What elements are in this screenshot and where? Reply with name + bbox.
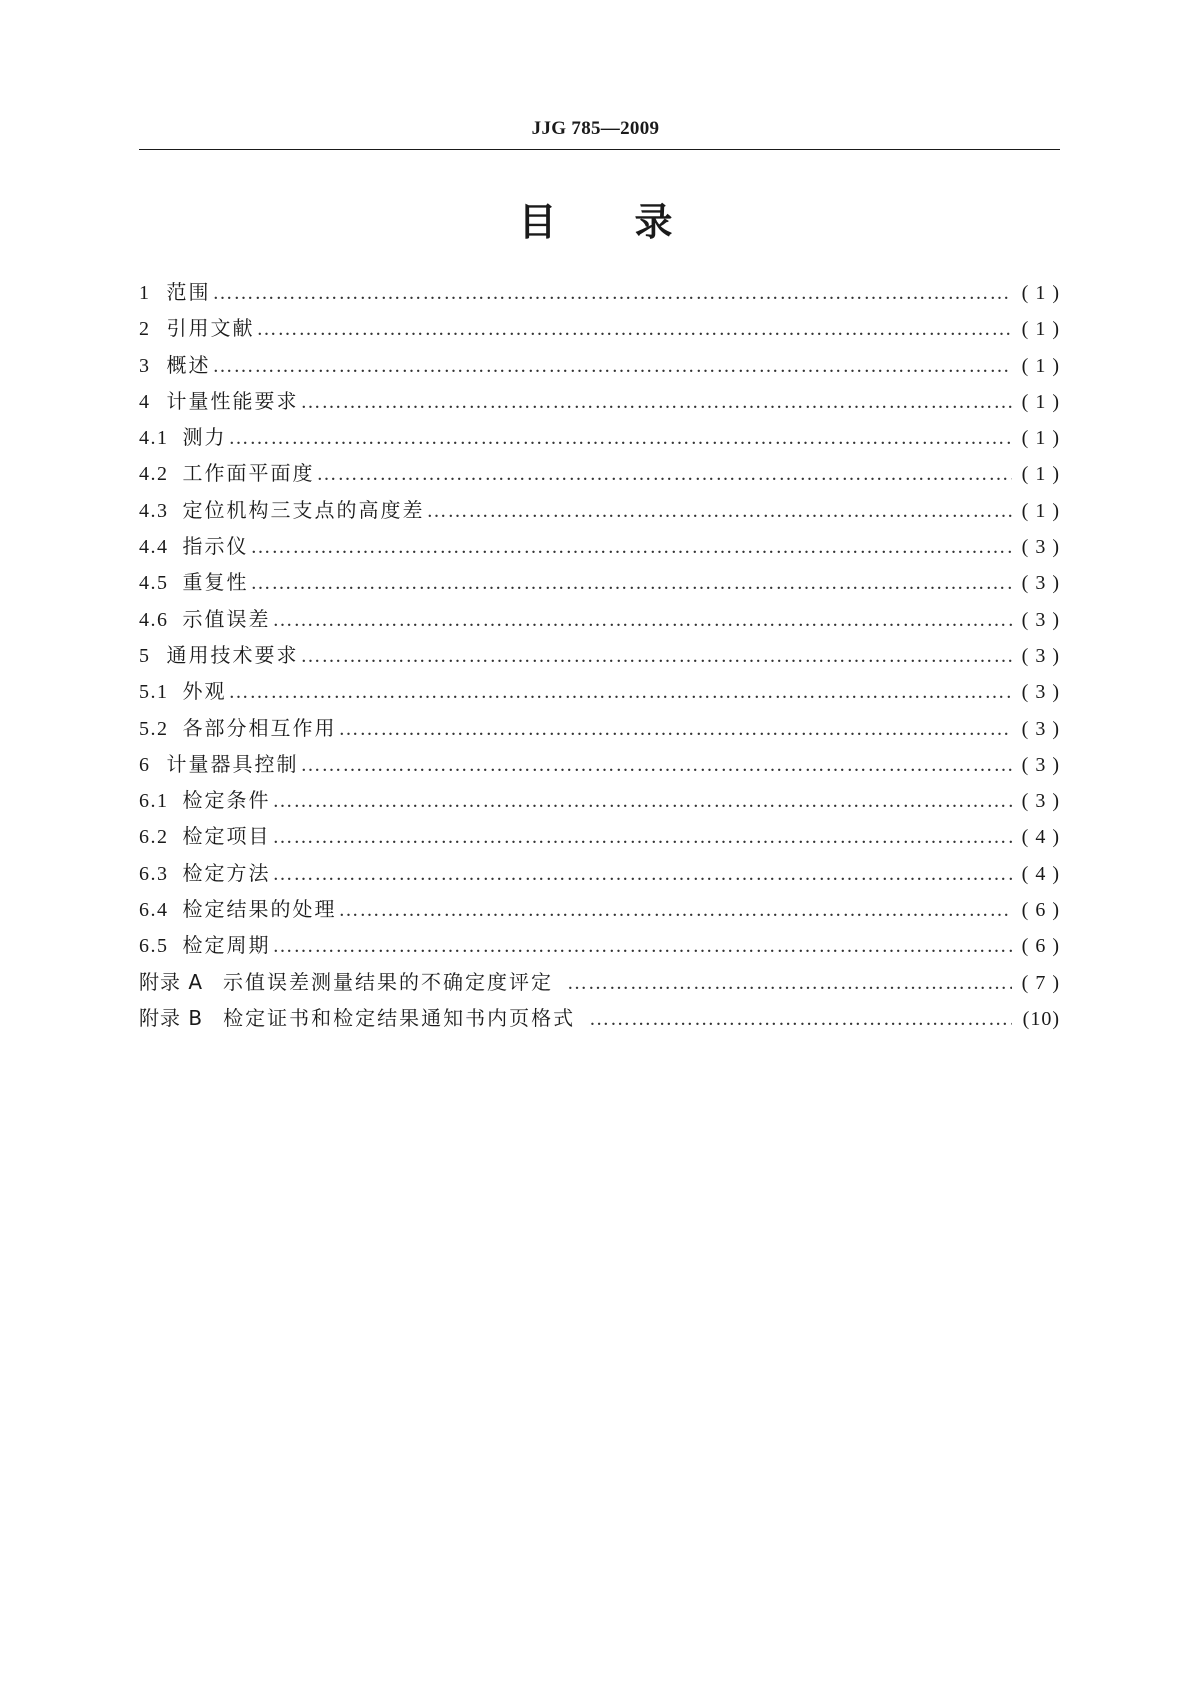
toc-entry-number: 4.6 (139, 608, 169, 631)
toc-entry-label: 检定结果的处理 (182, 897, 337, 922)
toc-entry-4-2[interactable] (139, 457, 1060, 493)
toc-entry-2[interactable] (139, 312, 1060, 348)
toc-entry-6[interactable] (139, 748, 1060, 784)
toc-dot-leader (317, 463, 1013, 486)
toc-entry-page: ( 7 ) (1021, 971, 1060, 994)
toc-entry-6-5[interactable] (139, 929, 1060, 965)
toc-dot-leader (229, 427, 1013, 450)
toc-dot-leader (251, 572, 1013, 595)
toc-dot-leader (339, 718, 1013, 741)
toc-entry-label: 检定条件 (182, 788, 271, 813)
toc-entry-number: 4.5 (139, 572, 169, 595)
toc-entry-page: ( 3 ) (1021, 644, 1060, 667)
toc-entry-5-1[interactable] (139, 675, 1060, 711)
toc-entry-number: 6.1 (139, 790, 169, 813)
toc-entry-label: 示值误差 (182, 606, 271, 631)
toc-dot-leader (273, 609, 1013, 632)
toc-entry-label: 各部分相互作用 (182, 715, 337, 740)
toc-entry-label: 检定方法 (182, 860, 271, 885)
toc-entry-number: 1 (139, 282, 151, 304)
toc-dot-leader (273, 863, 1013, 886)
toc-dot-leader (301, 645, 1013, 668)
toc-entry-page: ( 6 ) (1021, 899, 1060, 922)
toc-dot-leader (273, 826, 1013, 849)
toc-dot-leader (589, 1008, 1012, 1031)
toc-entry-5[interactable] (139, 639, 1060, 675)
toc-entry-page: ( 4 ) (1021, 826, 1060, 849)
toc-entry-number: 6.3 (139, 862, 169, 885)
page-title (0, 198, 1191, 246)
toc-dot-leader (273, 790, 1013, 813)
toc-entry-3[interactable] (139, 349, 1060, 385)
toc-entry-4-4[interactable] (139, 530, 1060, 566)
toc-entry-appendix-a[interactable] (139, 966, 1060, 1002)
toc-dot-leader (273, 935, 1013, 958)
toc-entry-number: 4 (139, 390, 151, 413)
toc-entry-4-6[interactable] (139, 603, 1060, 639)
toc-entry-1[interactable] (139, 276, 1060, 312)
toc-entry-label: 测力 (182, 425, 227, 450)
toc-entry-page: ( 3 ) (1021, 608, 1060, 631)
toc-entry-page: ( 1 ) (1021, 354, 1060, 377)
toc-entry-number: 附录 B (139, 1005, 204, 1030)
toc-entry-number: 4.3 (139, 499, 169, 522)
toc-entry-page: ( 1 ) (1021, 499, 1060, 522)
toc-entry-label: 示值误差测量结果的不确定度评定 (223, 969, 554, 994)
toc-entry-6-3[interactable] (139, 857, 1060, 893)
toc-entry-page: ( 1 ) (1021, 282, 1060, 304)
toc-entry-label: 计量性能要求 (166, 388, 299, 413)
toc-entry-page: (10) (1022, 1007, 1060, 1030)
toc-dot-leader (339, 899, 1013, 922)
toc-entry-page: ( 3 ) (1021, 753, 1060, 776)
toc-entry-page: ( 6 ) (1021, 935, 1060, 958)
toc-entry-4-3[interactable] (139, 494, 1060, 530)
toc-dot-leader (427, 500, 1013, 523)
toc-entry-page: ( 3 ) (1021, 790, 1060, 813)
table-of-contents (139, 276, 1060, 1038)
toc-entry-page: ( 3 ) (1021, 572, 1060, 595)
toc-entry-number: 6 (139, 753, 151, 776)
toc-entry-label: 概述 (166, 352, 211, 377)
toc-entry-page: ( 1 ) (1021, 463, 1060, 486)
toc-dot-leader (301, 391, 1013, 414)
toc-entry-label: 通用技术要求 (166, 642, 299, 667)
toc-entry-number: 4.4 (139, 536, 169, 559)
toc-entry-number: 附录 A (139, 969, 204, 994)
toc-entry-5-2[interactable] (139, 712, 1060, 748)
toc-entry-page: ( 3 ) (1021, 717, 1060, 740)
toc-dot-leader (567, 972, 1012, 995)
toc-entry-number: 6.5 (139, 935, 169, 958)
toc-dot-leader (213, 355, 1013, 378)
toc-entry-page: ( 1 ) (1021, 390, 1060, 413)
toc-entry-page: ( 3 ) (1021, 681, 1060, 704)
toc-entry-label: 范围 (166, 280, 211, 304)
toc-entry-label: 引用文献 (166, 316, 255, 341)
toc-entry-number: 6.2 (139, 826, 169, 849)
toc-entry-number: 5.1 (139, 681, 169, 704)
title-char-2: 录 (634, 200, 673, 244)
title-char-1: 目 (518, 200, 557, 244)
toc-entry-appendix-b[interactable] (139, 1002, 1060, 1038)
toc-dot-leader (229, 681, 1013, 704)
toc-dot-leader (257, 318, 1013, 341)
toc-entry-label: 重复性 (182, 570, 249, 595)
toc-entry-6-4[interactable] (139, 893, 1060, 929)
toc-dot-leader (301, 754, 1013, 777)
toc-entry-number: 2 (139, 318, 151, 341)
toc-entry-label: 定位机构三支点的高度差 (182, 497, 425, 522)
toc-entry-number: 4.1 (139, 427, 169, 450)
toc-entry-4-5[interactable] (139, 566, 1060, 602)
toc-entry-page: ( 1 ) (1021, 427, 1060, 450)
document-code-header: JJG 785—2009 (531, 118, 660, 139)
toc-entry-number: 4.2 (139, 463, 169, 486)
toc-entry-label: 指示仪 (182, 534, 249, 559)
toc-entry-page: ( 3 ) (1021, 536, 1060, 559)
toc-entry-6-2[interactable] (139, 820, 1060, 856)
header-rule (139, 149, 1060, 150)
toc-dot-leader (251, 536, 1013, 559)
toc-entry-number: 5.2 (139, 717, 169, 740)
toc-entry-number: 3 (139, 354, 151, 377)
toc-entry-label: 检定证书和检定结果通知书内页格式 (223, 1005, 576, 1030)
toc-entry-4-1[interactable] (139, 421, 1060, 457)
toc-entry-label: 检定周期 (182, 933, 271, 958)
toc-entry-6-1[interactable] (139, 784, 1060, 820)
toc-dot-leader (213, 282, 1013, 305)
toc-entry-number: 5 (139, 644, 151, 667)
toc-entry-label: 外观 (182, 679, 227, 704)
toc-entry-4[interactable] (139, 385, 1060, 421)
toc-entry-label: 工作面平面度 (182, 461, 315, 486)
toc-entry-label: 计量器具控制 (166, 751, 299, 776)
toc-entry-page: ( 4 ) (1021, 862, 1060, 885)
toc-entry-page: ( 1 ) (1021, 318, 1060, 341)
toc-entry-label: 检定项目 (182, 824, 271, 849)
toc-entry-number: 6.4 (139, 899, 169, 922)
